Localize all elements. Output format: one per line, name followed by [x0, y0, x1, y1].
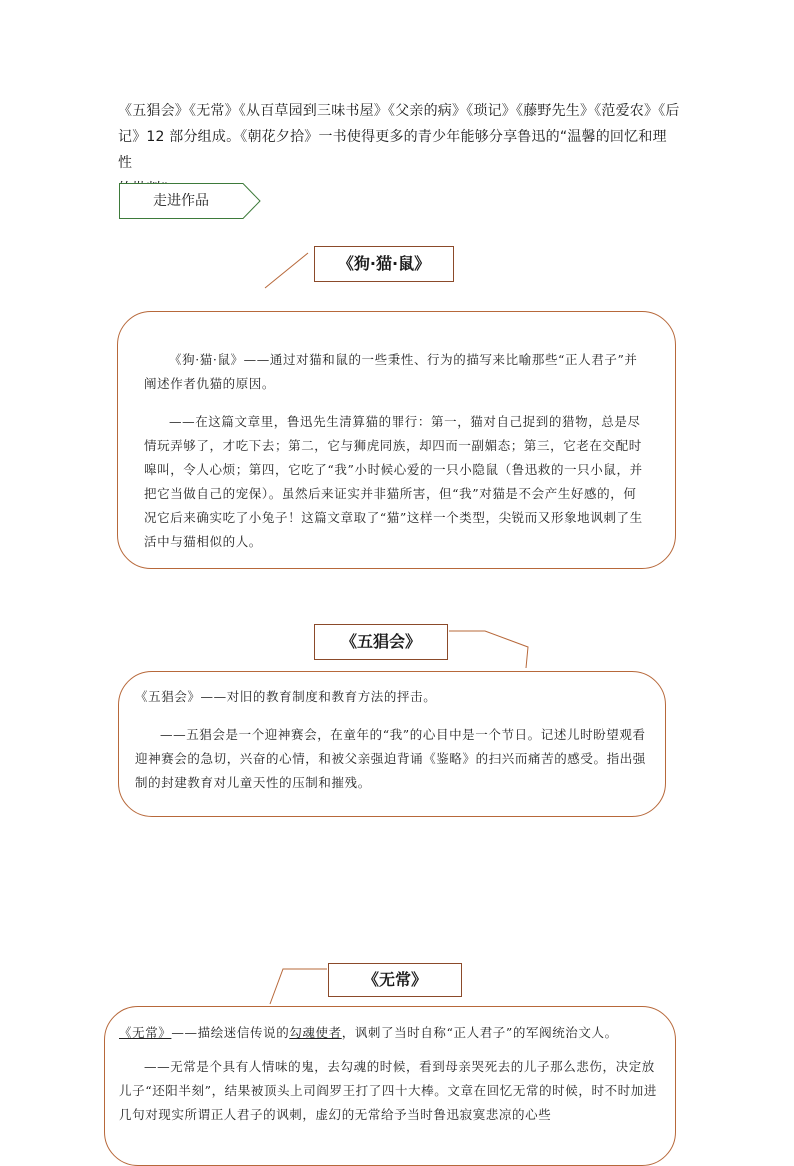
summary-text: ——描绘迷信传说的 — [171, 1025, 290, 1040]
card-wuchang — [104, 1006, 676, 1166]
title-box-wuchang — [328, 963, 462, 997]
connector-line-wuchang-hui — [449, 631, 528, 668]
card-dog-cat-mouse — [117, 311, 676, 569]
section-title: 《五猖会》 — [340, 632, 421, 651]
summary-text-rest: ，讽刺了当时自称“正人君子”的军阀统治文人。 — [341, 1025, 618, 1040]
card-detail: ——五猖会是一个迎神赛会，在童年的“我”的心目中是一个节日。记述儿时盼望观看迎神赛会的急切，兴奋的心情，和被父亲强迫背诵《鉴略》的扫兴而痛苦的感受。指出强制的封建教育对儿童天性的压制和摧残。 — [135, 727, 646, 790]
section-tag-label: 走进作品 — [153, 193, 209, 209]
summary-underlined-term: 勾魂使者 — [289, 1025, 342, 1040]
card-summary — [119, 1021, 661, 1045]
intro-line-2: 记》12 部分组成。《朝花夕拾》一书使得更多的青少年能够分享鲁迅的“温馨的回忆和理性 — [118, 129, 667, 171]
section-title: 《狗·猫·鼠》 — [337, 254, 431, 273]
summary-title-underlined: 《无常》 — [119, 1025, 172, 1040]
section-title: 《无常》 — [362, 970, 427, 989]
title-box-dog-cat-mouse — [314, 246, 454, 282]
card-detail: ——无常是个具有人情味的鬼，去勾魂的时候，看到母亲哭死去的儿子那么悲伤，决定放儿子“还阳半刻”，结果被顶头上司阎罗王打了四十大棒。文章在回忆无常的时候，时不时加进几句对现实所谓正人君子的讽刺，虚幻的无常给予当时鲁迅寂寞悲凉的心些 — [119, 1059, 657, 1122]
connector-line-wuchang — [270, 969, 327, 1004]
card-detail: ——在这篇文章里，鲁迅先生清算猫的罪行：第一，猫对自己捉到的猎物，总是尽情玩弄够了，才吃下去；第二，它与狮虎同族，却四而一副媚态；第三，它老在交配时嗥叫，令人心烦；第四，它吃了“我”小时候心爱的一只小隐鼠（鲁迅救的一只小鼠，并把它当做自己的宠保）。虽然后来证实并非猫所害，但“我”对猫是不会产生好感的，何况它后来确实吃了小兔子！这篇文章取了“猫”这样一个类型，尖锐而又形象地讽刺了生活中与猫相似的人。 — [144, 414, 643, 549]
intro-line-1: 《五猖会》《无常》《从百草园到三味书屋》《父亲的病》《琐记》《藤野先生》《范爱农》《后 — [118, 103, 680, 119]
card-summary: 《狗·猫·鼠》——通过对猫和鼠的一些秉性、行为的描写来比喻那些“正人君子”并阐述作者仇猫的原因。 — [144, 352, 638, 391]
connector-line-dog-cat-mouse — [265, 253, 308, 288]
card-wuchang-hui — [118, 671, 666, 817]
card-summary: 《五猖会》——对旧的教育制度和教育方法的抨击。 — [135, 689, 437, 704]
title-box-wuchang-hui — [314, 624, 448, 660]
